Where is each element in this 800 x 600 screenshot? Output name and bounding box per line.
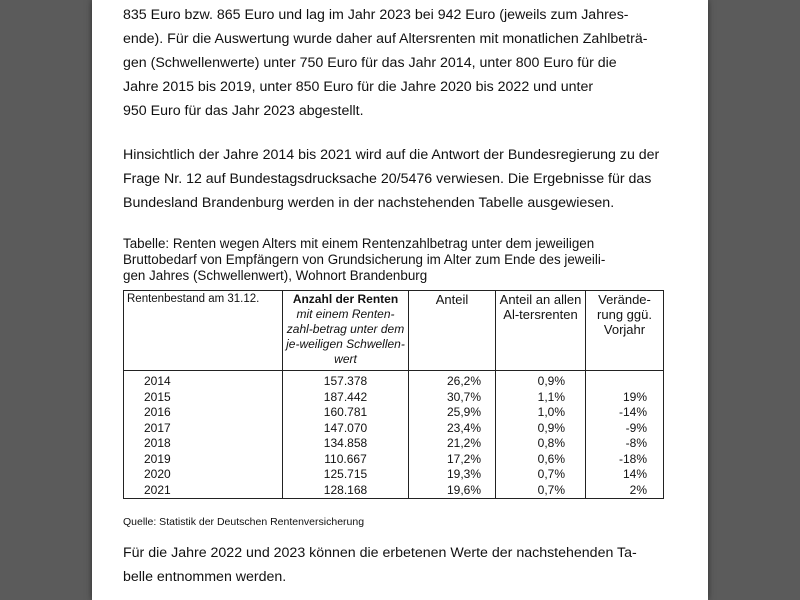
header-veraenderung: Verände-rung ggü. Vorjahr (586, 291, 664, 371)
text-line: 950 Euro für das Jahr 2023 abgestellt. (123, 103, 364, 119)
table-source: Quelle: Statistik der Deutschen Rentenversicherung (123, 516, 365, 528)
text-line: belle entnommen werden. (123, 569, 287, 585)
cell-share: 30,7% (409, 390, 496, 406)
text-line: Bundesland Brandenburg werden in der nachstehenden Tabelle ausgewiesen. (123, 195, 615, 211)
cell-change: -18% (586, 452, 664, 468)
cell-count: 125.715 (283, 467, 409, 483)
cell-year: 2020 (124, 467, 283, 483)
table-row (124, 421, 664, 437)
header-anzahl (283, 291, 409, 371)
cell-share: 19,3% (409, 467, 496, 483)
cell-year: 2014 (124, 371, 283, 390)
cell-share: 17,2% (409, 452, 496, 468)
table-row (124, 405, 664, 421)
cell-year: 2015 (124, 390, 283, 406)
caption-line: Tabelle: Renten wegen Alters mit einem Rentenzahlbetrag unter dem jeweiligen (123, 236, 595, 251)
cell-count: 128.168 (283, 483, 409, 499)
cell-share-all: 0,9% (496, 371, 586, 390)
cell-share: 19,6% (409, 483, 496, 499)
cell-count: 134.858 (283, 436, 409, 452)
header-anzahl-sub: mit einem Renten-zahl-betrag unter dem je-weiligen Schwellen-wert (286, 307, 405, 366)
cell-share-all: 0,7% (496, 467, 586, 483)
cell-share-all: 0,8% (496, 436, 586, 452)
cell-count: 147.070 (283, 421, 409, 437)
cell-change: -8% (586, 436, 664, 452)
cell-share-all: 0,7% (496, 483, 586, 499)
caption-line: gen Jahres (Schwellenwert), Wohnort Brandenburg (123, 268, 428, 283)
cell-change: 2% (586, 483, 664, 499)
cell-count: 157.378 (283, 371, 409, 390)
cell-year: 2019 (124, 452, 283, 468)
table-row (124, 371, 664, 390)
table-header-row (124, 291, 664, 371)
table-caption (123, 236, 683, 284)
table-row (124, 436, 664, 452)
cell-year: 2017 (124, 421, 283, 437)
text-line: Jahre 2015 bis 2019, unter 850 Euro für die Jahre 2020 bis 2022 und unter (123, 79, 594, 95)
table-row (124, 467, 664, 483)
cell-change: 14% (586, 467, 664, 483)
header-anteil-alle: Anteil an allen Al-tersrenten (496, 291, 586, 371)
caption-line: Bruttobedarf von Empfängern von Grundsicherung im Alter zum Ende des jeweili- (123, 252, 606, 267)
document-page (92, 0, 708, 600)
cell-count: 110.667 (283, 452, 409, 468)
text-line: 835 Euro bzw. 865 Euro und lag im Jahr 2023 bei 942 Euro (jeweils zum Jahres- (123, 7, 629, 23)
closing-paragraph (123, 541, 683, 589)
reference-paragraph (123, 143, 683, 215)
cell-change: -9% (586, 421, 664, 437)
header-anteil: Anteil (409, 291, 496, 371)
table-row (124, 390, 664, 406)
pension-table (123, 290, 664, 499)
cell-share: 25,9% (409, 405, 496, 421)
text-line: gen (Schwellenwerte) unter 750 Euro für das Jahr 2014, unter 800 Euro für die (123, 55, 617, 71)
cell-share: 26,2% (409, 371, 496, 390)
cell-share: 23,4% (409, 421, 496, 437)
cell-change: 19% (586, 390, 664, 406)
text-line: Frage Nr. 12 auf Bundestagsdrucksache 20/5476 verwiesen. Die Ergebnisse für das (123, 171, 652, 187)
text-line: Für die Jahre 2022 und 2023 können die erbetenen Werte der nachstehenden Ta- (123, 545, 637, 561)
cell-year: 2018 (124, 436, 283, 452)
cell-share-all: 0,6% (496, 452, 586, 468)
table-row (124, 483, 664, 499)
table-row (124, 452, 664, 468)
text-line: ende). Für die Auswertung wurde daher auf Altersrenten mit monatlichen Zahlbeträ- (123, 31, 648, 47)
cell-share-all: 0,9% (496, 421, 586, 437)
cell-share-all: 1,1% (496, 390, 586, 406)
header-rentenbestand: Rentenbestand am 31.12. (124, 291, 283, 371)
cell-count: 160.781 (283, 405, 409, 421)
text-line: Hinsichtlich der Jahre 2014 bis 2021 wird auf die Antwort der Bundesregierung zu der (123, 147, 660, 163)
cell-year: 2016 (124, 405, 283, 421)
cell-count: 187.442 (283, 390, 409, 406)
cell-year: 2021 (124, 483, 283, 499)
cell-change (586, 371, 664, 390)
cell-share: 21,2% (409, 436, 496, 452)
intro-paragraph (123, 3, 683, 123)
cell-share-all: 1,0% (496, 405, 586, 421)
header-anzahl-main: Anzahl der Renten (292, 292, 399, 306)
cell-change: -14% (586, 405, 664, 421)
